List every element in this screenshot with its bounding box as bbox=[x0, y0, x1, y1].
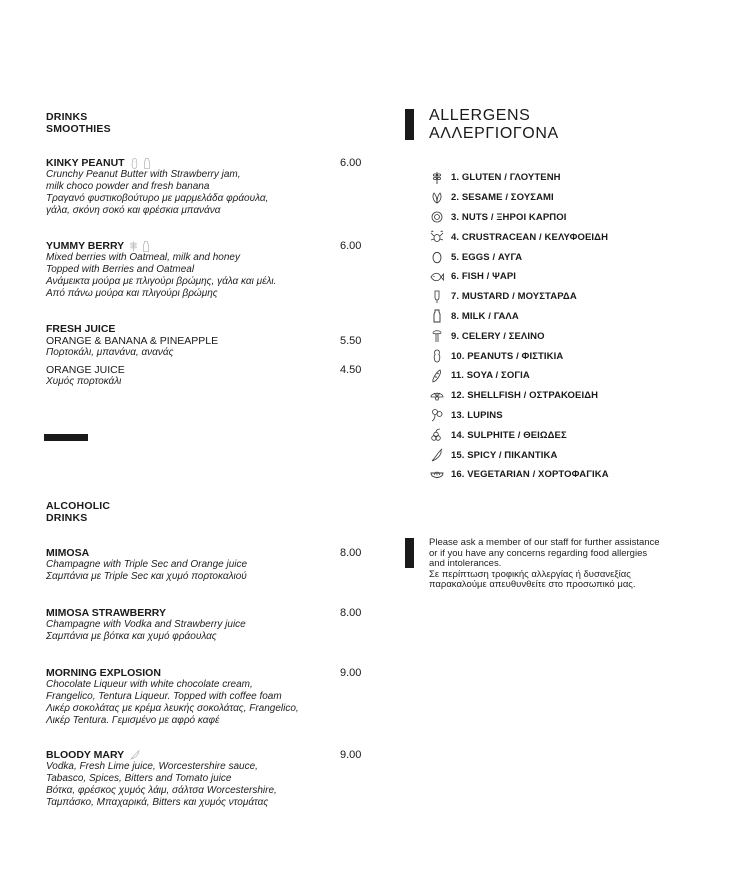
allergen-label: 14. SULPHITE / ΘΕΙΩΔΕΣ bbox=[451, 429, 567, 441]
item-description-line: Από πάνω μούρα και πλιγούρι βρώμης bbox=[46, 288, 218, 299]
egg-icon bbox=[429, 250, 445, 264]
vegetarian-icon bbox=[429, 468, 445, 482]
allergen-item-soya bbox=[429, 366, 729, 386]
item-description-line: Mixed berries with Oatmeal, milk and honey bbox=[46, 252, 240, 263]
spicy-icon bbox=[130, 750, 140, 760]
menu-item-mimosa-strawberry bbox=[46, 607, 336, 643]
allergens-list bbox=[429, 168, 729, 485]
allergen-label: 5. EGGS / ΑΥΓΑ bbox=[451, 251, 523, 263]
allergen-label: 11. SOYA / ΣΟΓΙΑ bbox=[451, 370, 530, 382]
item-description-line: Σαμπάνια με Triple Sec και χυμό πορτοκαλιού bbox=[46, 571, 247, 582]
allergen-label: 8. MILK / ΓΑΛΑ bbox=[451, 310, 519, 322]
item-description-line: Topped with Berries and Oatmeal bbox=[46, 264, 195, 275]
mustard-icon bbox=[429, 290, 445, 304]
alcoholic-header-line1: ALCOHOLIC bbox=[46, 500, 111, 512]
item-description-line: Τραγανό φυστικοβούτυρο με μαρμελάδα φράουλα, bbox=[46, 193, 269, 204]
shellfish-icon bbox=[429, 389, 445, 403]
item-description-line: Chocolate Liqueur with white chocolate cream, bbox=[46, 679, 253, 690]
allergen-label: 13. LUPINS bbox=[451, 409, 503, 421]
item-description-line: Σαμπάνια με βότκα και χυμό φράουλας bbox=[46, 631, 217, 642]
milk-icon bbox=[143, 241, 149, 252]
item-name: BLOODY MARY bbox=[46, 749, 125, 761]
notice-line: Σε περίπτωση τροφικής αλλεργίας ή δυσανεξίας bbox=[429, 568, 631, 580]
allergens-accent-bar bbox=[405, 109, 414, 140]
allergen-label: 4. CRUSTRACEAN / ΚΕΛΥΦΟΕΙΔΗ bbox=[451, 231, 609, 243]
item-description-line: γάλα, σκόνη σοκό και φρέσκια μπανάνα bbox=[46, 205, 221, 216]
item-price: 6.00 bbox=[340, 240, 362, 252]
gluten-icon bbox=[130, 241, 137, 252]
item-name: YUMMY BERRY bbox=[46, 240, 125, 252]
allergen-label: 1. GLUTEN / ΓΛΟΥΤΕΝΗ bbox=[451, 172, 561, 184]
item-price: 9.00 bbox=[340, 749, 362, 761]
menu-item-fresh-juice bbox=[46, 323, 336, 388]
milk-icon bbox=[144, 158, 150, 169]
item-price: 8.00 bbox=[340, 607, 362, 619]
menu-item-yummy-berry bbox=[46, 240, 336, 300]
drinks-section-header bbox=[46, 111, 111, 135]
item-description-line: Λικέρ σοκολάτας με κρέμα λευκής σοκολάτας, Frangelico, bbox=[46, 703, 299, 714]
allergen-label: 2. SESAME / ΣΟΥΣΑΜΙ bbox=[451, 192, 554, 204]
fish-icon bbox=[429, 270, 445, 284]
item-price: 4.50 bbox=[340, 364, 362, 376]
allergen-item-celery bbox=[429, 326, 729, 346]
menu-item-mimosa bbox=[46, 547, 336, 583]
juice-option-label: ORANGE JUICE bbox=[46, 364, 125, 376]
item-description-line: Crunchy Peanut Butter with Strawberry jam, bbox=[46, 169, 241, 180]
allergen-label: 12. SHELLFISH / ΟΣΤΡΑΚΟΕΙΔΗ bbox=[451, 390, 599, 402]
allergen-item-nuts bbox=[429, 208, 729, 228]
allergy-notice bbox=[429, 538, 709, 591]
item-name: MIMOSA STRAWBERRY bbox=[46, 607, 166, 619]
allergen-label: 9. CELERY / ΣΕΛΙΝΟ bbox=[451, 330, 545, 342]
peanut-icon bbox=[429, 349, 445, 363]
section-divider-bar bbox=[44, 434, 88, 441]
item-description-line: Champagne with Triple Sec and Orange juice bbox=[46, 559, 248, 570]
notice-line: and intolerances. bbox=[429, 558, 502, 569]
item-description-line: Tabasco, Spices, Bitters and Tomato juice bbox=[46, 773, 232, 784]
notice-line: Please ask a member of our staff for further assistance bbox=[429, 537, 660, 548]
sulphite-icon bbox=[429, 428, 445, 442]
item-name: KINKY PEANUT bbox=[46, 157, 125, 169]
menu-item-bloody-mary bbox=[46, 749, 336, 809]
allergen-item-shellfish bbox=[429, 386, 729, 406]
drinks-header-line2: SMOOTHIES bbox=[46, 123, 111, 135]
item-description-line: Frangelico, Tentura Liqueur. Topped with coffee foam bbox=[46, 691, 282, 702]
sesame-icon bbox=[429, 191, 445, 205]
juice-option-label: ORANGE & BANANA & PINEAPPLE bbox=[46, 335, 219, 347]
item-price: 9.00 bbox=[340, 667, 362, 679]
allergens-title: ALLERGENS bbox=[429, 107, 531, 124]
item-price: 8.00 bbox=[340, 547, 362, 559]
allergen-label: 15. SPICY / ΠΙΚΑΝΤΙΚΑ bbox=[451, 449, 558, 461]
allergen-label: 3. NUTS / ΞΗΡΟΙ ΚΑΡΠΟΙ bbox=[451, 211, 567, 223]
celery-icon bbox=[429, 329, 445, 343]
allergen-label: 6. FISH / ΨΑΡΙ bbox=[451, 271, 517, 283]
allergen-item-vegetarian bbox=[429, 465, 729, 485]
item-description-line: Ανάμεικτα μούρα με πλιγούρι βρώμης, γάλα και μέλι. bbox=[46, 276, 277, 287]
soya-icon bbox=[429, 369, 445, 383]
item-name: MORNING EXPLOSION bbox=[46, 667, 161, 679]
allergen-label: 10. PEANUTS / ΦΙΣΤΙΚΙΑ bbox=[451, 350, 564, 362]
notice-accent-bar bbox=[405, 538, 414, 568]
allergen-item-spicy bbox=[429, 445, 729, 465]
allergen-item-eggs bbox=[429, 247, 729, 267]
menu-item-morning-explosion bbox=[46, 667, 336, 727]
drinks-header-line1: DRINKS bbox=[46, 111, 88, 123]
allergen-label: 7. MUSTARD / ΜΟΥΣΤΑΡΔΑ bbox=[451, 291, 577, 303]
allergens-header bbox=[429, 107, 559, 143]
item-name: MIMOSA bbox=[46, 547, 90, 559]
allergen-item-crustacean bbox=[429, 227, 729, 247]
gluten-icon bbox=[429, 171, 445, 185]
allergen-item-fish bbox=[429, 267, 729, 287]
notice-line: or if you have any concerns regarding food allergies bbox=[429, 547, 648, 559]
allergen-label: 16. VEGETARIAN / ΧΟΡΤΟΦΑΓΙΚΑ bbox=[451, 469, 609, 481]
allergen-item-peanuts bbox=[429, 346, 729, 366]
allergen-item-milk bbox=[429, 307, 729, 327]
crustacean-icon bbox=[429, 230, 445, 244]
item-description-line: Champagne with Vodka and Strawberry juice bbox=[46, 619, 246, 630]
notice-line: παρακαλούμε απευθυνθείτε στο προσωπικό μας. bbox=[429, 579, 636, 590]
milk-icon bbox=[429, 309, 445, 323]
item-description-line: Βότκα, φρέσκος χυμός λάιμ, σάλτσα Worcestershire, bbox=[46, 785, 277, 796]
alcoholic-section-header bbox=[46, 500, 110, 524]
peanut-icon bbox=[131, 158, 138, 169]
spicy-icon bbox=[429, 448, 445, 462]
allergen-item-lupins bbox=[429, 406, 729, 426]
nuts-icon bbox=[429, 210, 445, 224]
juice-option-greek: Χυμός πορτοκάλι bbox=[46, 376, 122, 387]
lupin-icon bbox=[429, 408, 445, 422]
allergen-item-sulphite bbox=[429, 425, 729, 445]
item-description-line: Ταμπάσκο, Μπαχαρικά, Bitters και χυμός ντομάτας bbox=[46, 797, 269, 808]
allergen-item-gluten bbox=[429, 168, 729, 188]
allergen-item-sesame bbox=[429, 188, 729, 208]
item-description-line: Vodka, Fresh Lime juice, Worcestershire sauce, bbox=[46, 761, 258, 772]
allergen-item-mustard bbox=[429, 287, 729, 307]
alcoholic-header-line2: DRINKS bbox=[46, 512, 88, 524]
menu-item-kinky-peanut bbox=[46, 157, 336, 217]
juice-option-greek: Πορτοκάλι, μπανάνα, ανανάς bbox=[46, 347, 174, 358]
item-price: 5.50 bbox=[340, 335, 362, 347]
item-description-line: milk choco powder and fresh banana bbox=[46, 181, 210, 192]
allergens-subtitle: ΑΛΛΕΡΓΙΟΓΟΝΑ bbox=[429, 125, 559, 142]
item-price: 6.00 bbox=[340, 157, 362, 169]
item-description-line: Λικέρ Tentura. Γεμισμένο με αφρό καφέ bbox=[46, 715, 220, 726]
item-name: FRESH JUICE bbox=[46, 323, 116, 335]
